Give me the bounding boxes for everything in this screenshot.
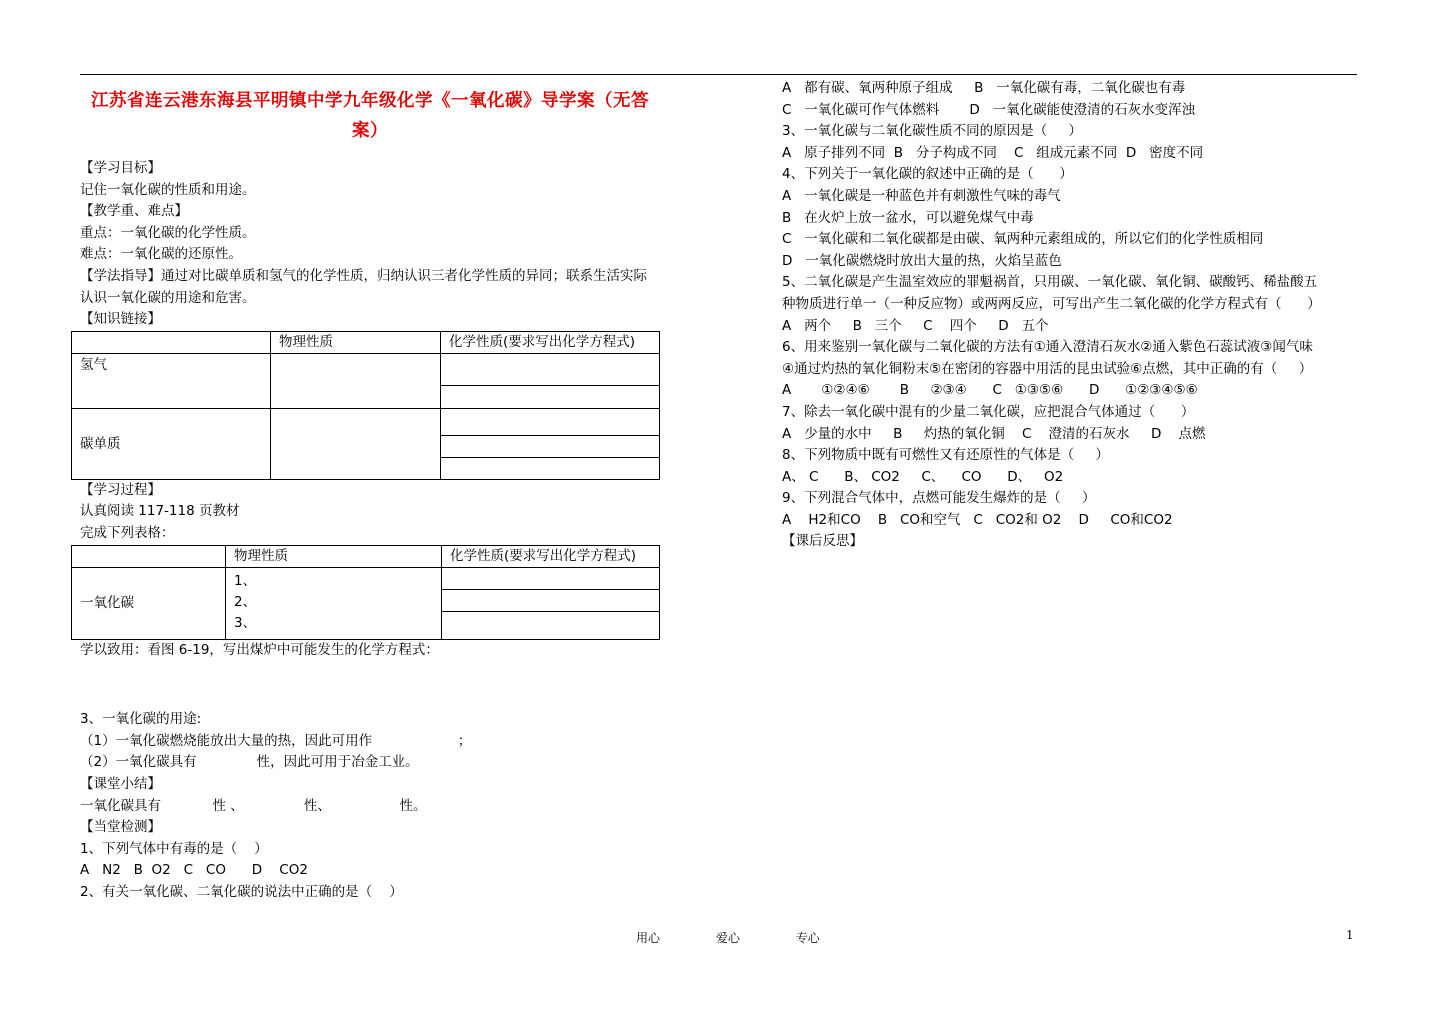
item-2: 2、 — [234, 593, 257, 610]
right-line: 5、二氧化碳是产生温室效应的罪魁祸首，只用碳、一氧化碳、氧化铜、碳酸钙、稀盐酸五 — [782, 274, 1318, 291]
question-1: 1、下列气体中有毒的是（ ） — [80, 840, 268, 857]
footer-item: 用心 — [636, 931, 661, 945]
footer-item: 专心 — [795, 931, 820, 945]
right-line: A 原子排列不同 B 分子构成不同 C 组成元素不同 D 密度不同 — [782, 144, 1204, 161]
physical-items — [226, 567, 442, 639]
document-title: 江苏省连云港东海县平明镇中学九年级化学《一氧化碳》导学案（无答案） — [91, 91, 649, 141]
apply-text: 学以致用：看图 6-19，写出煤炉中可能发生的化学方程式： — [80, 641, 439, 658]
right-line: A 少量的水中 B 灼热的氧化铜 C 澄清的石灰水 D 点燃 — [782, 425, 1206, 442]
item-1: 1、 — [234, 572, 257, 589]
right-line: ④通过灼热的氧化铜粉末⑤在密闭的容器中用活的昆虫试验⑥点燃，其中正确的有（ ） — [782, 360, 1313, 377]
left-column — [80, 86, 660, 903]
table-header-empty — [72, 545, 226, 567]
reading-instruction: 认真阅读 117-118 页教材 — [80, 503, 240, 520]
cell-blank — [271, 353, 441, 408]
right-line: A ①②④⑥ B ②③④ C ①③⑤⑥ D ①②③④⑤⑥ — [782, 382, 1198, 399]
right-line: 3、一氧化碳与二氧化碳性质不同的原因是（ ） — [782, 123, 1083, 140]
table-header-empty — [72, 331, 271, 353]
table-header-physical: 物理性质 — [226, 545, 442, 567]
cell-blank — [271, 408, 441, 479]
co-table — [71, 545, 660, 640]
right-line: 6、用来鉴别一氧化碳与二氧化碳的方法有①通入澄清石灰水②通入紫色石蕊试液③闻气味 — [782, 339, 1313, 356]
right-line: A 一氧化碳是一种蓝色并有刺激性气味的毒气 — [782, 187, 1061, 204]
question-2: 2、有关一氧化碳、二氧化碳的说法中正确的是（ ） — [80, 883, 403, 900]
cell-blank — [441, 385, 660, 408]
cell-blank — [441, 353, 660, 385]
question-1-options: A N2 B O2 C CO D CO2 — [80, 862, 308, 879]
right-line: C 一氧化碳可作气体燃料 D 一氧化碳能使澄清的石灰水变浑浊 — [782, 101, 1196, 118]
row-label-hydrogen: 氢气 — [72, 353, 271, 408]
method-text: 【学法指导】通过对比碳单质和氢气的化学性质，归纳认识三者化学性质的异同；联系生活实际认识一氧化碳的用途和危害。 — [80, 267, 647, 306]
right-line: 8、下列物质中既有可燃性又有还原性的气体是（ ） — [782, 447, 1110, 464]
key-point: 重点：一氧化碳的化学性质。 — [80, 224, 256, 241]
right-line: A 都有碳、氧两种原子组成 B 一氧化碳有毒，二氧化碳也有毒 — [782, 80, 1186, 96]
difficulty: 难点：一氧化碳的还原性。 — [80, 246, 242, 263]
table-header-chemical: 化学性质(要求写出化学方程式) — [441, 331, 660, 353]
right-line: 9、下列混合气体中，点燃可能发生爆炸的是（ ） — [782, 490, 1096, 507]
right-line: B 在火炉上放一盆水，可以避免煤气中毒 — [782, 209, 1034, 226]
right-column — [782, 78, 1360, 553]
table-header-chemical: 化学性质(要求写出化学方程式) — [442, 545, 660, 567]
right-line: 种物质进行单一（一种反应物）或两两反应，可写出产生二氧化碳的化学方程式有（ ） — [782, 295, 1321, 312]
process-heading: 【学习过程】 — [80, 481, 161, 498]
summary-text: 一氧化碳具有 性 、 性、 性。 — [80, 797, 427, 814]
page-number: 1 — [1346, 928, 1354, 942]
cell-blank — [441, 457, 660, 479]
uses-heading: 3、一氧化碳的用途: — [80, 711, 202, 728]
right-line: A H2和CO B CO和空气 C CO2和 O2 D CO和CO2 — [782, 511, 1173, 528]
use-1: （1）一氧化碳燃烧能放出大量的热，因此可用作 ； — [80, 732, 472, 749]
goal-text: 记住一氧化碳的性质和用途。 — [80, 181, 256, 198]
table-header-physical: 物理性质 — [271, 331, 441, 353]
right-line: D 一氧化碳燃烧时放出大量的热，火焰呈蓝色 — [782, 252, 1062, 269]
answer-space — [80, 661, 660, 709]
reflection-heading: 【课后反思】 — [782, 533, 863, 550]
right-line: A、 C B、 CO2 C、 CO D、 O2 — [782, 468, 1064, 485]
keypoints-heading: 【教学重、难点】 — [80, 203, 188, 220]
right-line: C 一氧化碳和二氧化碳都是由碳、氧两种元素组成的，所以它们的化学性质相同 — [782, 231, 1264, 248]
footer-item: 爱心 — [715, 931, 740, 945]
cell-blank — [441, 435, 660, 457]
complete-instruction: 完成下列表格： — [80, 524, 175, 541]
right-line: A 两个 B 三个 C 四个 D 五个 — [782, 317, 1049, 334]
knowledge-table — [71, 331, 660, 480]
goal-heading: 【学习目标】 — [80, 160, 161, 176]
footer — [636, 929, 848, 946]
row-label-carbon: 碳单质 — [72, 408, 271, 479]
right-line: 7、除去一氧化碳中混有的少量二氧化碳，应把混合气体通过（ ） — [782, 403, 1195, 420]
cell-blank — [442, 567, 660, 589]
cell-blank — [442, 611, 660, 639]
links-heading: 【知识链接】 — [80, 311, 161, 328]
use-2: （2）一氧化碳具有 性，因此可用于冶金工业。 — [80, 754, 419, 771]
test-heading: 【当堂检测】 — [80, 819, 161, 836]
right-line: 4、下列关于一氧化碳的叙述中正确的是（ ） — [782, 166, 1073, 183]
item-3: 3、 — [234, 614, 257, 631]
header-rule — [80, 74, 1357, 75]
cell-blank — [441, 408, 660, 435]
row-label-co: 一氧化碳 — [72, 567, 226, 639]
summary-heading: 【课堂小结】 — [80, 775, 161, 792]
cell-blank — [442, 589, 660, 611]
